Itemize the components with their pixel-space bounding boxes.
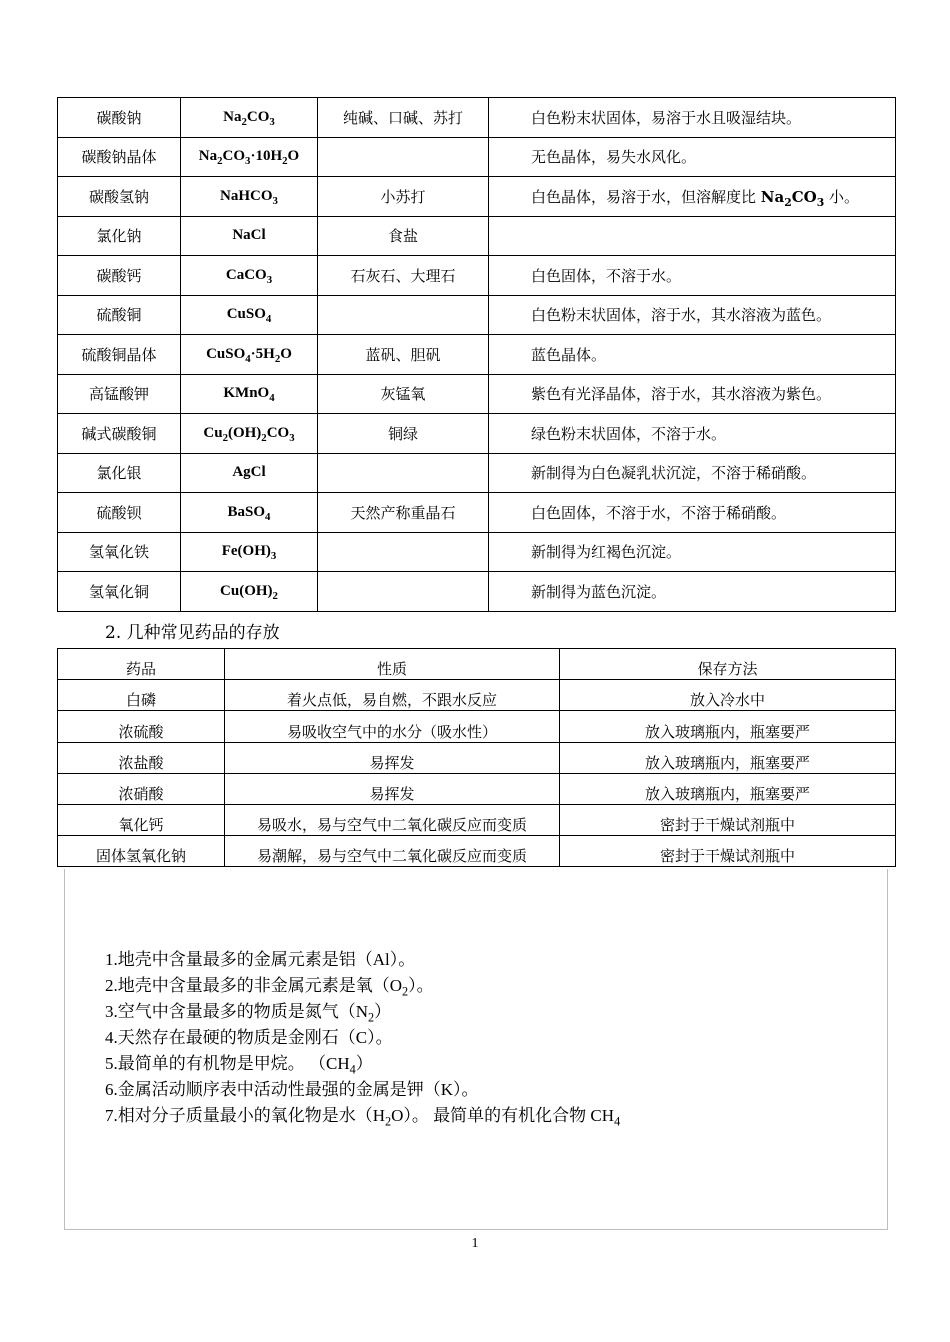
- storage-header-cell: 性质: [225, 649, 560, 680]
- substance-alias: 铜绿: [318, 414, 489, 454]
- substance-name: 氯化钠: [58, 216, 181, 256]
- substance-row: [58, 295, 896, 335]
- substance-property: 新制得为红褐色沉淀。: [489, 532, 896, 572]
- substance-alias: 灰锰氧: [318, 374, 489, 414]
- fact-item: 6.金属活动顺序表中活动性最强的金属是钾（K）。: [105, 1080, 479, 1099]
- section-2-title: 2. 几种常见药品的存放: [105, 623, 280, 643]
- substance-name: 碳酸钠: [58, 98, 181, 138]
- substance-row: [58, 216, 896, 256]
- substance-row: [58, 335, 896, 375]
- substance-formula: $Cu_2(OH)_2CO_3$: [181, 414, 318, 454]
- substance-name: 高锰酸钾: [58, 374, 181, 414]
- substance-row: [58, 572, 896, 612]
- storage-header-cell: 保存方法: [560, 649, 896, 680]
- substance-alias: [318, 295, 489, 335]
- substance-property: 白色晶体，易溶于水，但溶解度比 $Na_2CO_3$ 小。: [489, 177, 896, 217]
- substance-property: 紫色有光泽晶体，溶于水，其水溶液为紫色。: [489, 374, 896, 414]
- substance-row: [58, 256, 896, 296]
- substance-alias: 食盐: [318, 216, 489, 256]
- substance-alias: 纯碱、口碱、苏打: [318, 98, 489, 138]
- substance-property: 蓝色晶体。: [489, 335, 896, 375]
- substance-name: 碳酸钙: [58, 256, 181, 296]
- substance-property: 白色固体，不溶于水。: [489, 256, 896, 296]
- substance-row: [58, 414, 896, 454]
- substance-property: 白色固体，不溶于水，不溶于稀硝酸。: [489, 493, 896, 533]
- substance-formula: $Na_2CO_3\cdot 10H_2O$: [181, 137, 318, 177]
- substance-alias: [318, 453, 489, 493]
- facts-list: [105, 947, 620, 1129]
- storage-cell: 浓硫酸: [58, 711, 225, 742]
- storage-cell: 易挥发: [225, 742, 560, 773]
- storage-row: [58, 804, 896, 835]
- storage-row: [58, 773, 896, 804]
- substance-formula: KMnO$_4$: [181, 374, 318, 414]
- storage-cell: 密封于干燥试剂瓶中: [560, 836, 896, 867]
- fact-item: 7.相对分子质量最小的氧化物是水$(H_2O)$。 最简单的有机化合物 $CH_4$: [105, 1106, 621, 1129]
- substance-property: 白色粉末状固体，易溶于水且吸湿结块。: [489, 98, 896, 138]
- substance-name: 氢氧化铜: [58, 572, 181, 612]
- storage-cell: 浓硝酸: [58, 773, 225, 804]
- substance-row: [58, 137, 896, 177]
- storage-row: [58, 836, 896, 867]
- substance-name: 碳酸氢钠: [58, 177, 181, 217]
- storage-cell: 白磷: [58, 680, 225, 711]
- substance-formula: CuSO$_4$: [181, 295, 318, 335]
- storage-cell: 放入玻璃瓶内，瓶塞要严: [560, 742, 896, 773]
- storage-cell: 固体氢氧化钠: [58, 836, 225, 867]
- substance-property: 绿色粉末状固体，不溶于水。: [489, 414, 896, 454]
- substance-row: [58, 453, 896, 493]
- storage-header-cell: 药品: [58, 649, 225, 680]
- storage-row: [58, 742, 896, 773]
- substance-formula: AgCl: [181, 453, 318, 493]
- storage-cell: 放入玻璃瓶内，瓶塞要严: [560, 773, 896, 804]
- storage-cell: 着火点低，易自燃，不跟水反应: [225, 680, 560, 711]
- substance-formula: $Cu(OH)_2$: [181, 572, 318, 612]
- substance-formula: $CuSO_4\cdot 5H_2O$: [181, 335, 318, 375]
- substance-row: [58, 374, 896, 414]
- substance-property: 无色晶体，易失水风化。: [489, 137, 896, 177]
- fact-item: 2.地壳中含量最多的非金属元素是氧$(O_2)$。: [105, 976, 434, 999]
- storage-row: [58, 680, 896, 711]
- storage-cell: 密封于干燥试剂瓶中: [560, 804, 896, 835]
- storage-cell: 易挥发: [225, 773, 560, 804]
- substance-formula: $Na_2CO_3$: [181, 98, 318, 138]
- storage-cell: 放入玻璃瓶内，瓶塞要严: [560, 711, 896, 742]
- substance-name: 氯化银: [58, 453, 181, 493]
- substance-table: [57, 97, 896, 612]
- substance-alias: [318, 532, 489, 572]
- storage-row: [58, 711, 896, 742]
- fact-item: 4.天然存在最硬的物质是金刚石（C）。: [105, 1028, 393, 1047]
- storage-table: [57, 648, 896, 867]
- storage-header-row: [58, 649, 896, 680]
- substance-name: 硫酸钡: [58, 493, 181, 533]
- substance-name: 碱式碳酸铜: [58, 414, 181, 454]
- page-number: 1: [471, 1236, 479, 1251]
- facts-box: [64, 869, 888, 1230]
- storage-cell: 易吸水，易与空气中二氧化碳反应而变质: [225, 804, 560, 835]
- substance-alias: [318, 572, 489, 612]
- substance-row: [58, 98, 896, 138]
- fact-item: 1.地壳中含量最多的金属元素是铝（Al）。: [105, 950, 416, 969]
- substance-property: 新制得为白色凝乳状沉淀，不溶于稀硝酸。: [489, 453, 896, 493]
- substance-row: [58, 177, 896, 217]
- substance-formula: BaSO$_4$: [181, 493, 318, 533]
- substance-name: 硫酸铜晶体: [58, 335, 181, 375]
- storage-cell: 放入冷水中: [560, 680, 896, 711]
- substance-formula: NaCl: [181, 216, 318, 256]
- substance-name: 硫酸铜: [58, 295, 181, 335]
- substance-name: 氢氧化铁: [58, 532, 181, 572]
- substance-property: 新制得为蓝色沉淀。: [489, 572, 896, 612]
- substance-formula: NaHCO$_3$: [181, 177, 318, 217]
- substance-alias: 天然产称重晶石: [318, 493, 489, 533]
- substance-formula: CaCO$_3$: [181, 256, 318, 296]
- substance-property: 白色粉末状固体，溶于水，其水溶液为蓝色。: [489, 295, 896, 335]
- substance-row: [58, 493, 896, 533]
- substance-alias: 石灰石、大理石: [318, 256, 489, 296]
- substance-property: [489, 216, 896, 256]
- substance-alias: 蓝矾、胆矾: [318, 335, 489, 375]
- storage-cell: 易潮解，易与空气中二氧化碳反应而变质: [225, 836, 560, 867]
- fact-item: 5.最简单的有机物是甲烷。 $(CH_4)$: [105, 1054, 373, 1077]
- storage-cell: 易吸收空气中的水分（吸水性）: [225, 711, 560, 742]
- substance-name: 碳酸钠晶体: [58, 137, 181, 177]
- substance-alias: [318, 137, 489, 177]
- storage-cell: 浓盐酸: [58, 742, 225, 773]
- fact-item: 3.空气中含量最多的物质是氮气$(N_2)$: [105, 1002, 392, 1025]
- substance-row: [58, 532, 896, 572]
- substance-formula: $Fe(OH)_3$: [181, 532, 318, 572]
- storage-cell: 氧化钙: [58, 804, 225, 835]
- substance-alias: 小苏打: [318, 177, 489, 217]
